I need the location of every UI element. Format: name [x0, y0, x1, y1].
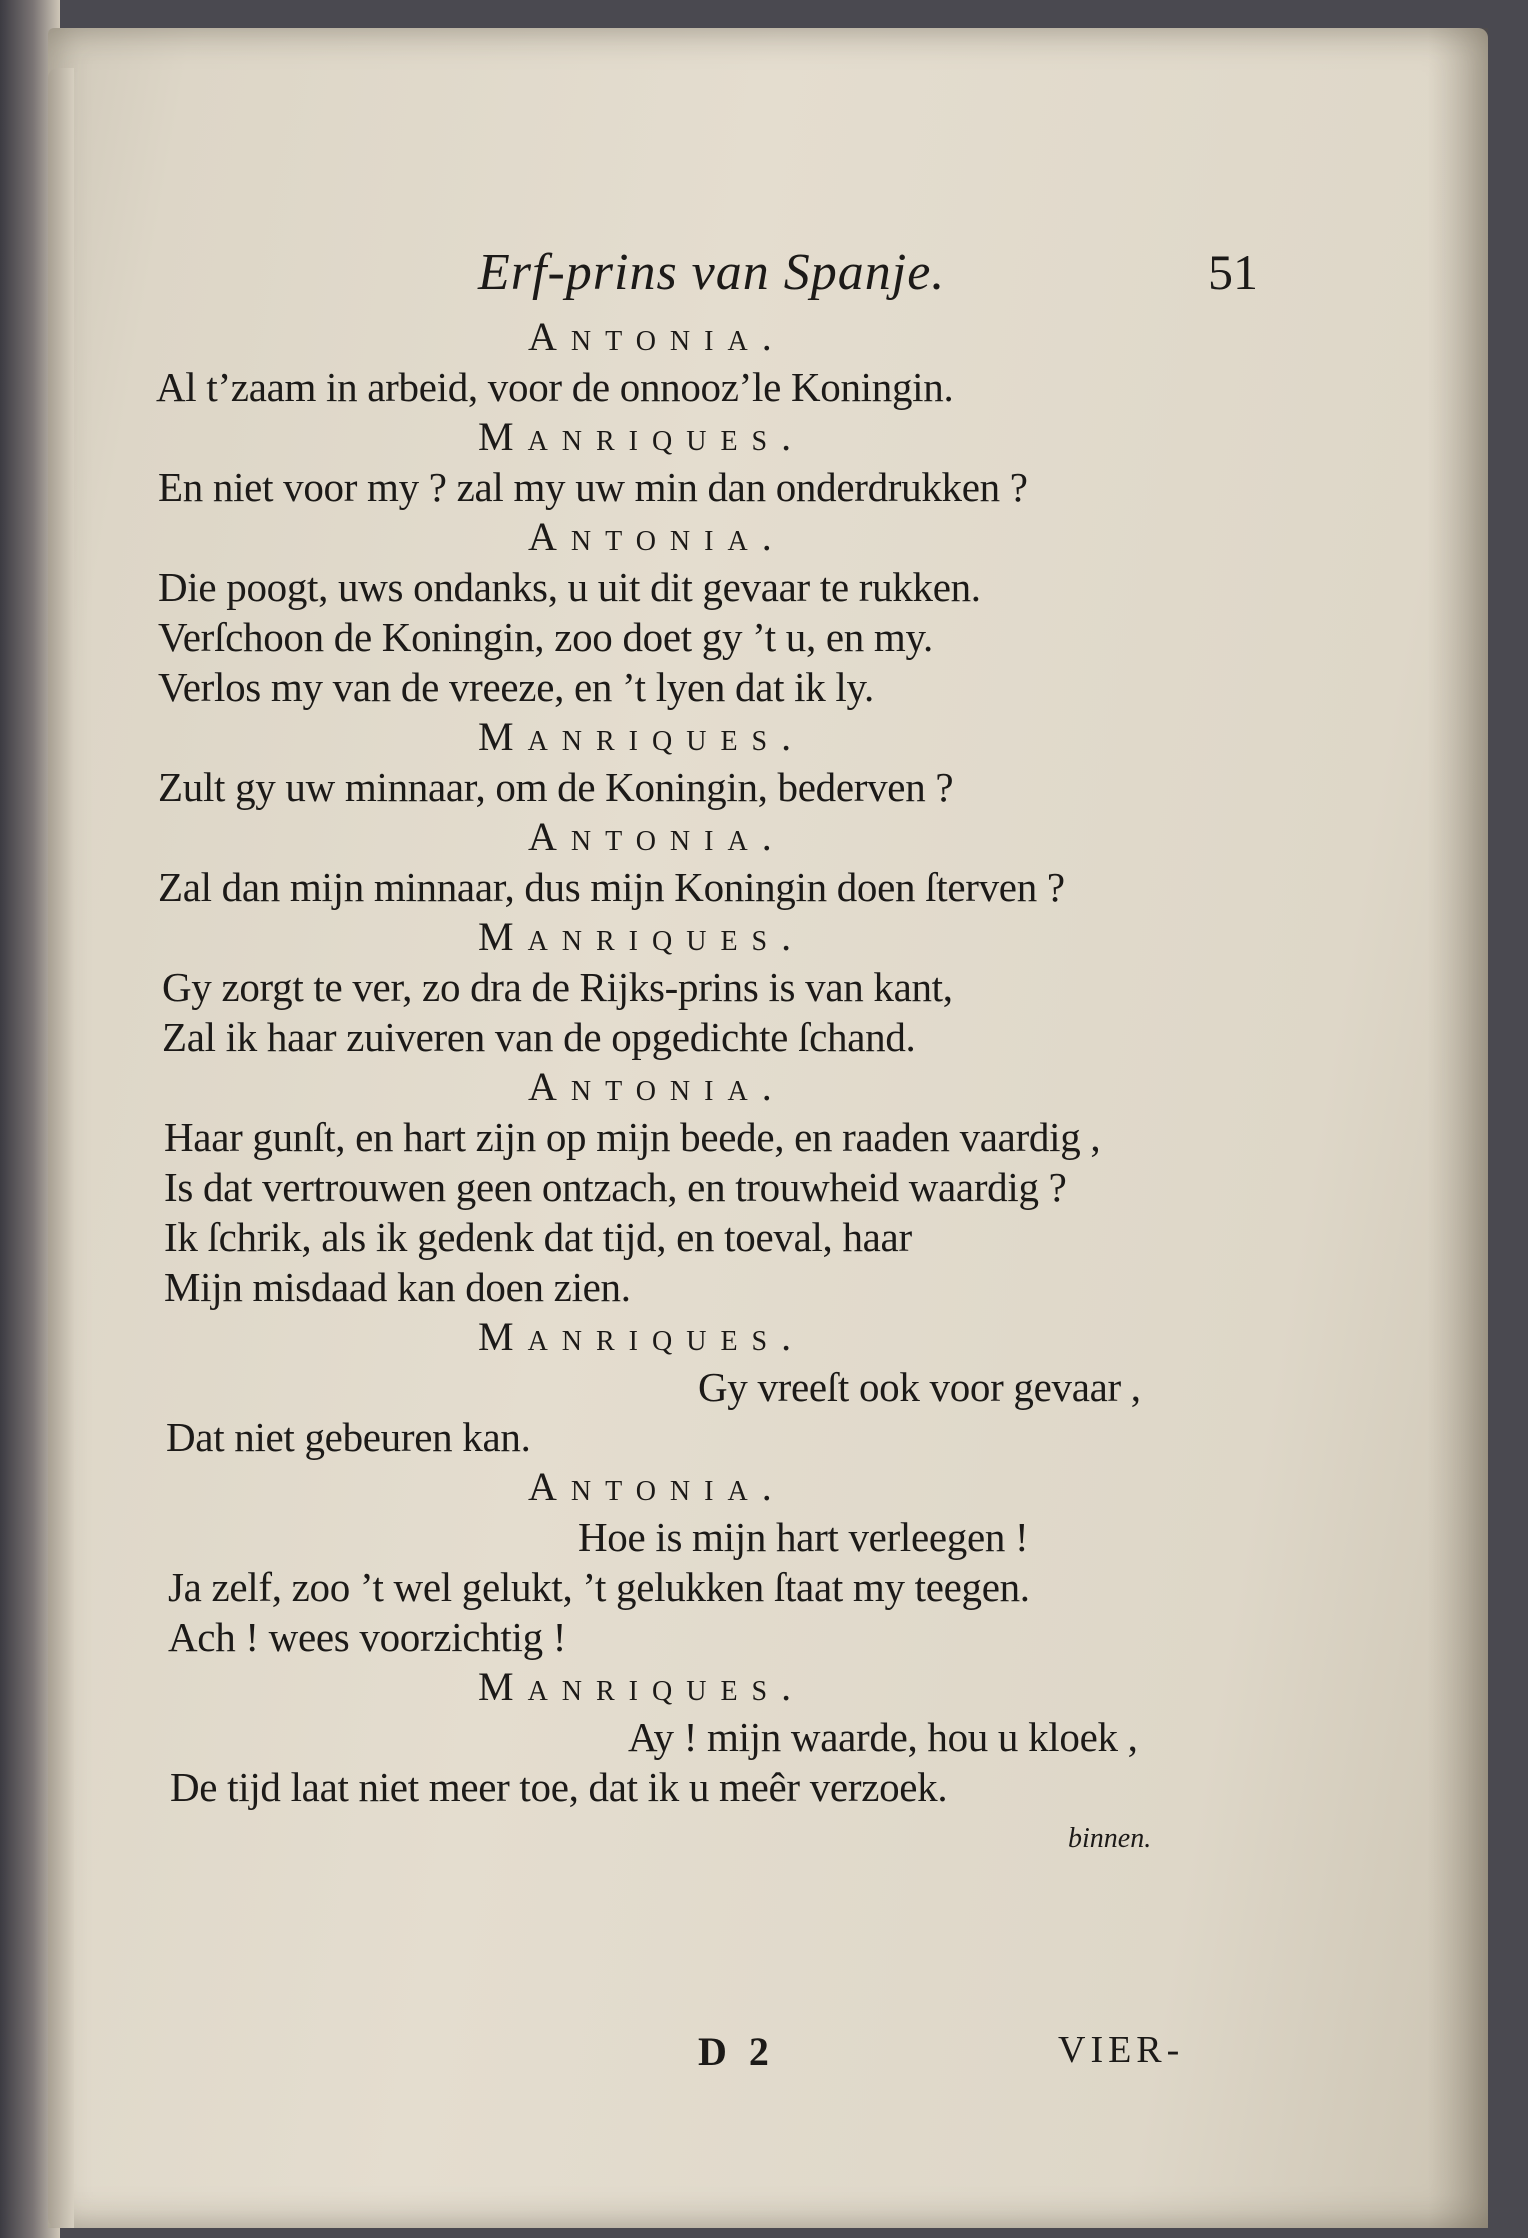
- verse-line: Zal dan mijn minnaar, dus mijn Koningin doen ſterven ?: [158, 864, 1065, 910]
- page-number: 51: [1208, 244, 1258, 300]
- speaker-name: Antonia.: [528, 514, 786, 559]
- catchword: VIER-: [1058, 2029, 1185, 2071]
- verse-line: Gy vreeſt ook voor gevaar ,: [698, 1364, 1141, 1410]
- speaker-name: Manriques.: [478, 414, 806, 459]
- verse-line: Haar gunſt, en hart zijn op mijn beede, en raaden vaardig ,: [164, 1114, 1101, 1160]
- speaker-name: Manriques.: [478, 714, 806, 759]
- verse-line: Ja zelf, zoo ’t wel gelukt, ’t gelukken ſtaat my teegen.: [168, 1564, 1030, 1610]
- verse-line: Is dat vertrouwen geen ontzach, en trouwheid waardig ?: [164, 1164, 1067, 1210]
- verse-line: Zal ik haar zuiveren van de opgedichte ſchand.: [162, 1014, 916, 1060]
- book-page: [48, 28, 1488, 2228]
- speaker-name: Antonia.: [528, 314, 786, 359]
- speaker-name: Antonia.: [528, 1064, 786, 1109]
- speaker-name: Antonia.: [528, 1464, 786, 1509]
- verse-line: Verlos my van de vreeze, en ’t lyen dat ik ly.: [158, 664, 874, 710]
- verse-line: Ik ſchrik, als ik gedenk dat tijd, en toeval, haar: [164, 1214, 912, 1260]
- page-text: [48, 28, 1488, 2228]
- speaker-name: Manriques.: [478, 1664, 806, 1709]
- verse-line: De tijd laat niet meer toe, dat ik u meêr verzoek.: [170, 1764, 948, 1810]
- verse-line: Al t’zaam in arbeid, voor de onnooz’le Koningin.: [156, 364, 954, 410]
- verse-line: Die poogt, uws ondanks, u uit dit gevaar te rukken.: [158, 564, 981, 610]
- speaker-name: Antonia.: [528, 814, 786, 859]
- verse-line: En niet voor my ? zal my uw min dan onderdrukken ?: [158, 464, 1028, 510]
- running-title: Erf-prins van Spanje.: [478, 244, 946, 301]
- verse-line: Ach ! wees voorzichtig !: [168, 1614, 567, 1660]
- verse-line: Zult gy uw minnaar, om de Koningin, bederven ?: [158, 764, 954, 810]
- verse-line: Dat niet gebeuren kan.: [166, 1414, 531, 1460]
- signature-mark: D 2: [698, 2029, 775, 2074]
- speaker-name: Manriques.: [478, 914, 806, 959]
- verse-line: Gy zorgt te ver, zo dra de Rijks-prins is van kant,: [162, 964, 953, 1010]
- verse-line: Verſchoon de Koningin, zoo doet gy ’t u, en my.: [158, 614, 934, 660]
- verse-line: Ay ! mijn waarde, hou u kloek ,: [628, 1714, 1138, 1760]
- stage-direction: binnen.: [1068, 1823, 1152, 1854]
- verse-line: Mijn misdaad kan doen zien.: [164, 1264, 631, 1310]
- speaker-name: Manriques.: [478, 1314, 806, 1359]
- verse-line: Hoe is mijn hart verleegen !: [578, 1514, 1029, 1560]
